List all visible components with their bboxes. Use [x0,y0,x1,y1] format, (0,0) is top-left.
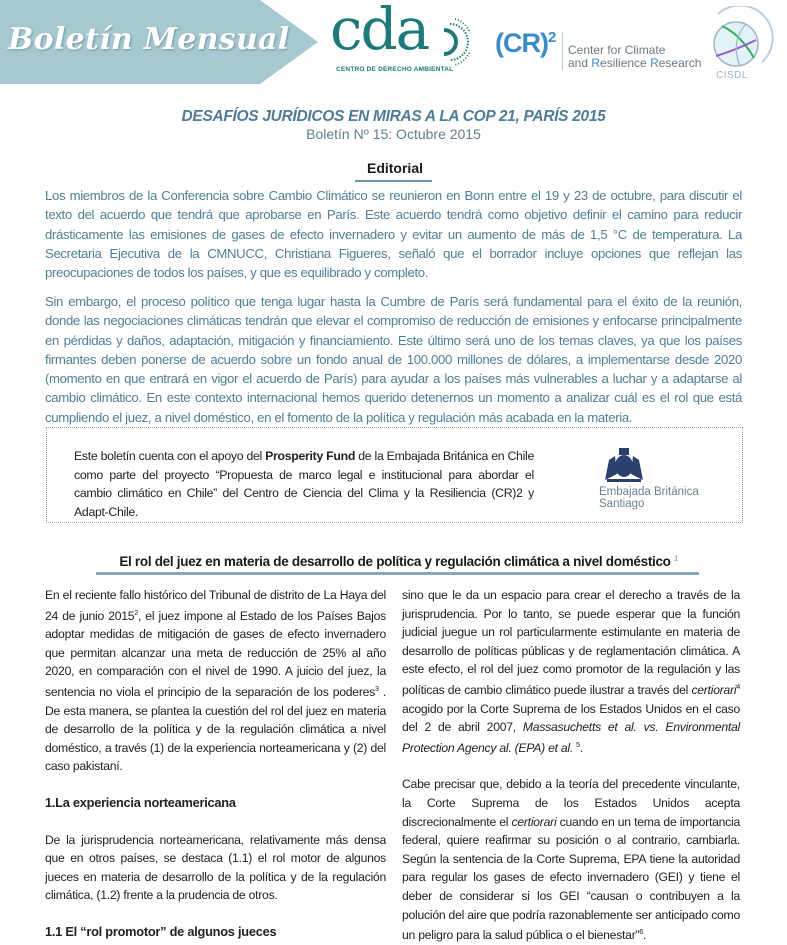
sound-waves-icon [442,16,470,66]
globe-icon [700,6,780,76]
subsection-heading: 1.La experiencia norteamericana [45,795,236,811]
footnote-ref[interactable]: 5 [576,741,580,749]
cda-logo-mark: cda [330,0,429,63]
embassy-name: Embajada Británica Santiago [599,486,699,510]
article-left-column [45,586,386,942]
footnote-ref[interactable]: 3 [375,686,379,694]
cda-logo-subtitle: CENTRO DE DERECHO AMBIENTAL [336,66,454,73]
subsection-heading: 1.1 El “rol promotor” de algunos jueces [45,924,277,940]
footnote-ref[interactable]: 4 [736,683,740,691]
editorial-underline [355,180,432,182]
cr2-logo-mark: (CR)$^2$ [495,28,556,58]
banner-title: Boletín Mensual [8,22,290,57]
cisdl-label: CISDL [716,70,748,81]
sponsor-text: Este boletín cuenta con el apoyo del Prosperity Fund de la Embajada Británica en Chile como parte del proyecto “Propuesta de marco legal e institucional para abordar el cambio climático en Chile” del Centro de Ciencia del Clima y la Resiliencia (CR)2 y Adapt-Chile. [74,449,534,519]
article-paragraph: De la jurisprudencia norteamericana, relativamente más densa que en otros países, se destaca (1.1) el rol motor de algunos jueces en materia de desarrollo de la política y de la regulación climática, (1.2) frente a la prudencia de otros. [45,832,386,903]
embassy-logo [599,444,719,514]
article-paragraph: Cabe precisar que, debido a la teoría del precedente vinculante, la Corte Suprema de los Estados Unidos acepta discrecionalmente el certiorari cuando en un tema de importancia federal, quiere reafirmar su posición o al contrario, cambiarla. Según la sentencia de la Corte Suprema, EPA tiene la autoridad para regular los gases de efecto invernadero (GEI) y tiene el deber de considerar si los GEI “causan o contribuyen a la polución del aire que podría razonablemente ser anticipado como un peligro para la salud pública o el bienestar”$^6$. [402,777,741,943]
cr2-logo-text: Center for Climate and Resilience Research [568,43,702,70]
editorial-paragraph-2: Sin embargo, el proceso político que tenga lugar hasta la Cumbre de París será fundamental para el éxito de la reunión, donde las negociaciones climáticas tendrán que elevar el compromiso de reducción de emisiones y enfocarse principalmente en pérdidas y daños, adaptación, mitigación y financiamiento. Este último será uno de los temas claves, ya que los países firmantes deben ponerse de acuerdo sobre un fondo anual de 100.000 millones de dólares, a implementarse desde 2020 (momento en que entrará en vigor el acuerdo de París) para ayudar a los países más vulnerables a luchar y a adaptarse al cambio climático. En este contexto internacional hemos querido detenernos un momento a analizar cuál es el rol que está cumpliendo el juez, a nivel doméstico, en el fomento de la política y regulación más acabada en la materia. [45,294,742,425]
cisdl-logo [700,6,780,86]
bulletin-issue: Boletín Nº 15: Octubre 2015 [306,126,481,142]
article-paragraph: sino que le da un espacio para crear el derecho a través de la jurisprudencia. Por lo tanto, se puede esperar que la función judicial juegue un rol particularmente estimulante en materia de desarrollo de políticas públicas y de reglamentación climática. A este efecto, el rol del juez como promotor de la regulación y las políticas de cambio climático puede ilustrar a través del certiorari$^4$ acogido por la Corte Suprema de los Estados Unidos en el caso del 2 de abril 2007, Massasuchetts et al. vs. Environmental Protection Agency al. (EPA) et al. $^5$. [402,588,740,755]
sponsor-box [46,427,743,523]
article-paragraph: En el reciente fallo histórico del Tribunal de distrito de La Haya del 24 de junio 2015$^2$, el juez impone al Estado de los Países Bajos adoptar medidas de mitigación de gases de efecto invernadero que permitan alcanzar una meta de reducción de 25% al año 2020, en comparación con el nivel de 1990. A juicio del juez, la sentencia no viola el principio de la separación de los poderes$^3$ . De esta manera, se plantea la cuestión del rol del juez en materia de desarrollo de la política y de la regulación climática a nivel doméstico, a través (1) de la experiencia norteamericana y (2) del caso pakistaní. [45,588,386,774]
article-heading-underline [96,572,699,575]
article-heading: El rol del juez en materia de desarrollo de política y regulación climática a nivel doméstico $^1$ [119,554,678,569]
cr2-logo-separator [562,32,563,70]
footnote-ref[interactable]: 2 [134,609,138,617]
editorial-paragraph-1: Los miembros de la Conferencia sobre Cambio Climático se reunieron en Bonn entre el 19 y 23 de octubre, para discutir el texto del acuerdo que tendrá que aprobarse en París. Este acuerdo tendrá como objetivo definir el camino para reducir drásticamente las emisiones de gases de efecto invernadero y evitar un aumento de más de 1,5 °C de temperatura. La Secretaria Ejecutiva de la CMNUCC, Christiana Figueres, señaló que el borrador incluye opciones que reflejan las preocupaciones de todos los países, y que es equilibrado y completo. [45,188,742,281]
royal-coat-of-arms-icon [599,444,649,484]
bulletin-title: DESAFÍOS JURÍDICOS EN MIRAS A LA COP 21, PARÍS 2015 [181,108,606,125]
editorial-heading: Editorial [366,160,423,176]
article-right-column [402,586,740,945]
footnote-ref[interactable]: 6 [639,929,643,937]
cda-logo [330,0,470,74]
